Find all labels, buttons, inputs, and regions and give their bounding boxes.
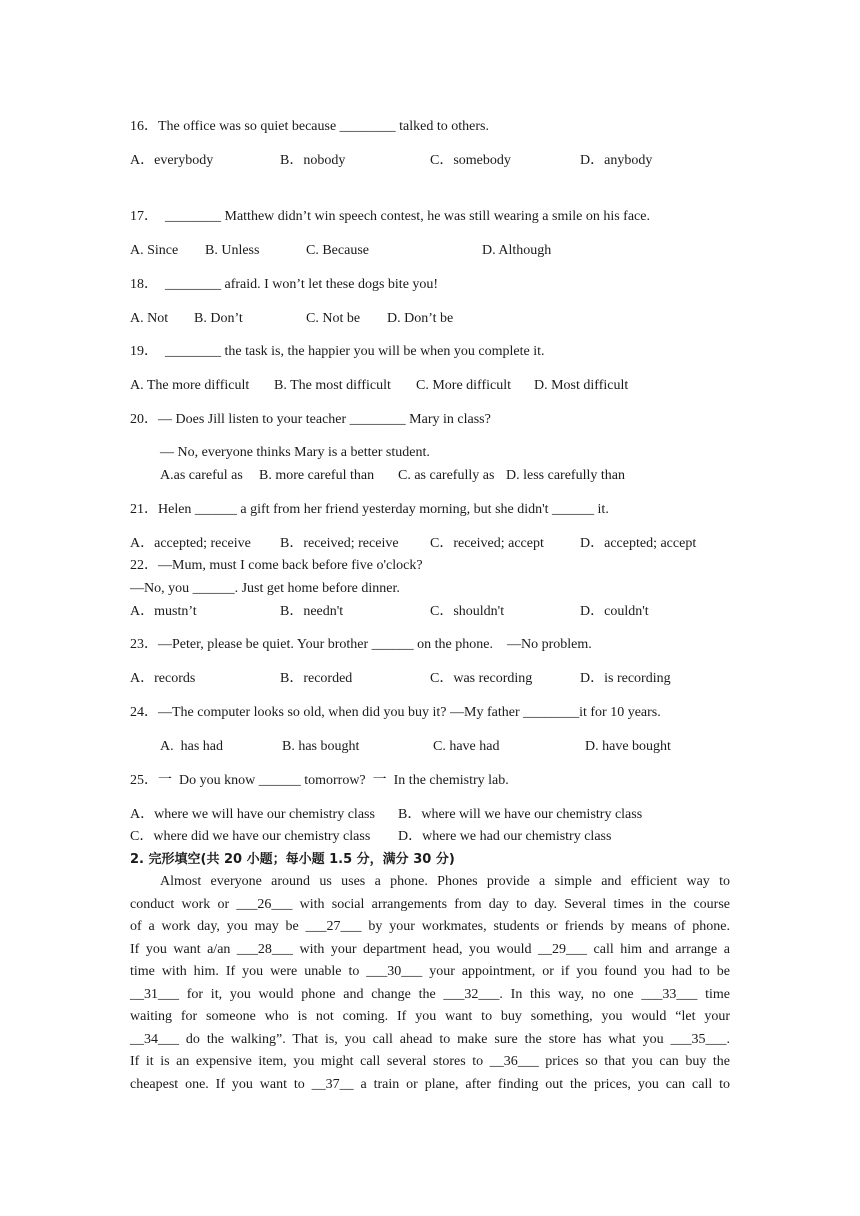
q17-option-c: C. Because (306, 243, 369, 258)
q19-option-d: D. Most difficult (534, 378, 629, 393)
q19-option-c: C. More difficult (416, 378, 512, 393)
q21-option-d: D．accepted; accept (580, 536, 697, 551)
q25-option-d: D．where we had our chemistry class (398, 829, 612, 844)
q23-option-b: B．recorded (280, 671, 353, 686)
q20-answer: — No, everyone thinks Mary is a better student. (160, 445, 430, 460)
q18-stem: 18． ________ afraid. I won’t let these dogs bite you! (130, 277, 439, 292)
q21-option-c: C．received; accept (430, 536, 544, 551)
q25-stem: 25．一 Do you know ______ tomorrow? 一 In the chemistry lab. (130, 773, 509, 788)
cloze-line: Almost everyone around us uses a phone. Phones provide a simple and efficient way to (160, 874, 730, 889)
q21-option-a: A．accepted; receive (130, 536, 251, 551)
q25-option-b: B．where will we have our chemistry class (398, 807, 643, 822)
cloze-line: waiting for someone who is not coming. If you want to buy something, you would “let your (130, 1009, 730, 1024)
q16-option-d: D．anybody (580, 153, 653, 168)
q16-option-a: A．everybody (130, 153, 214, 168)
q24-option-c: C. have had (433, 739, 500, 754)
q20-option-b: B. more careful than (259, 468, 375, 483)
cloze-line: __31___ for it, you would phone and change the ___32___. In this way, no one ___33___ time (130, 986, 730, 1002)
cloze-line: of a work day, you may be ___27___ by your workmates, students or friends by means of phone. (130, 919, 730, 934)
q23-option-a: A．records (130, 671, 196, 686)
q23-option-c: C．was recording (430, 671, 533, 686)
q24-option-b: B. has bought (282, 739, 360, 754)
q16-option-b: B．nobody (280, 153, 346, 168)
cloze-line: If it is an expensive item, you might call several stores to __36___ prices so that you can buy the (130, 1054, 730, 1069)
q24-option-a: A. has had (160, 739, 223, 754)
q25-option-a: A．where we will have our chemistry class (130, 807, 375, 822)
q20-option-d: D. less carefully than (506, 468, 625, 483)
q22-option-a: A．mustn’t (130, 604, 197, 619)
q19-stem: 19． ________ the task is, the happier you will be when you complete it. (130, 344, 545, 359)
q22-answer: —No, you ______. Just get home before dinner. (130, 581, 400, 596)
q18-option-d: D. Don’t be (387, 311, 454, 326)
cloze-line: If you want a/an ___28___ with your department head, you would __29___ call him and arrange a (130, 941, 730, 957)
section-2-title: 2. 完形填空(共 20 小题；每小题 1.5 分，满分 30 分) (130, 852, 455, 867)
q17-option-b: B. Unless (205, 243, 260, 258)
cloze-line: time with him. If you were unable to ___30___ your appointment, or if you found you had to be (130, 964, 730, 979)
q22-stem: 22．—Mum, must I come back before five o'clock? (130, 558, 423, 573)
q18-option-b: B. Don’t (194, 311, 243, 326)
q23-option-d: D．is recording (580, 671, 671, 686)
q21-stem: 21．Helen ______ a gift from her friend yesterday morning, but she didn't ______ it. (130, 502, 609, 517)
q17-stem: 17． ________ Matthew didn’t win speech contest, he was still wearing a smile on his face. (130, 209, 650, 224)
cloze-line: conduct work or ___26___ with social arrangements from day to day. Several times in the course (130, 896, 730, 912)
q24-option-d: D. have bought (585, 739, 671, 754)
cloze-line: cheapest one. If you want to __37__ a train or plane, after finding out the prices, you can call to (130, 1076, 730, 1092)
q21-option-b: B．received; receive (280, 536, 399, 551)
q22-option-c: C．shouldn't (430, 604, 505, 619)
q22-option-d: D．couldn't (580, 604, 649, 619)
q22-option-b: B．needn't (280, 604, 344, 619)
q19-option-a: A. The more difficult (130, 378, 250, 393)
q17-option-d: D. Although (482, 243, 552, 258)
q20-option-a: A.as careful as (160, 468, 243, 483)
q19-option-b: B. The most difficult (274, 378, 391, 393)
q16-stem: 16．The office was so quiet because ________ talked to others. (130, 119, 489, 134)
q18-option-c: C. Not be (306, 311, 361, 326)
q25-option-c: C．where did we have our chemistry class (130, 829, 371, 844)
q17-option-a: A. Since (130, 243, 179, 258)
q16-option-c: C．somebody (430, 153, 511, 168)
q24-stem: 24．—The computer looks so old, when did you buy it? —My father ________it for 10 years. (130, 705, 661, 720)
q20-option-c: C. as carefully as (398, 468, 495, 483)
q23-stem: 23．—Peter, please be quiet. Your brother ______ on the phone. —No problem. (130, 637, 592, 652)
cloze-passage (130, 871, 730, 1096)
cloze-line: __34___ do the walking”. That is, you call ahead to make sure the store has what you ___35___. (130, 1031, 730, 1047)
q20-stem: 20．— Does Jill listen to your teacher ________ Mary in class? (130, 412, 491, 427)
q18-option-a: A. Not (130, 311, 169, 326)
